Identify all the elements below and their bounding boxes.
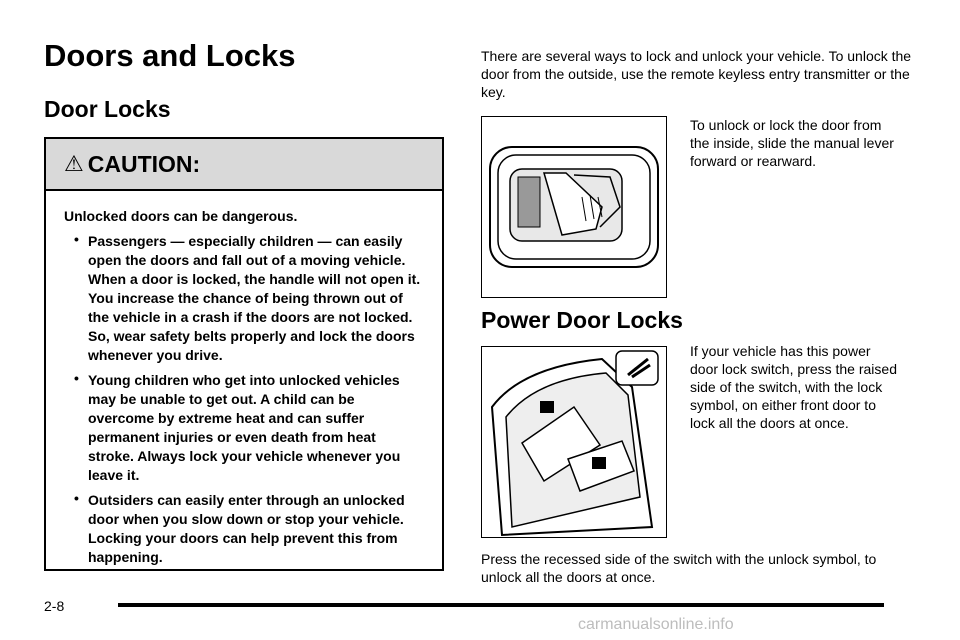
section-heading-door-locks: Door Locks: [44, 96, 171, 122]
power-lock-caption: If your vehicle has this power door lock switch, press the raised side of the switch, with the lock symbol, on either front door to lock all the doors at once.: [690, 343, 897, 431]
manual-lever-illustration: [481, 116, 667, 298]
caution-intro: Unlocked doors can be dangerous.: [64, 208, 298, 224]
power-lock-switch-illustration: [481, 346, 667, 538]
page-number: 2-8: [44, 598, 65, 614]
caution-body: [46, 191, 442, 567]
caution-box: [44, 137, 444, 571]
warning-triangle-icon: ⚠: [64, 151, 84, 176]
footer-rule: [118, 603, 884, 607]
intro-paragraph: There are several ways to lock and unlock your vehicle. To unlock the door from the outside, use the remote keyless entry transmitter or the key.: [481, 48, 912, 100]
caution-bullet: • Young children who get into unlocked vehicles may be unable to get out. A child can be overcome by extreme heat and can suffer permanent injuries or even death from heat stroke. Always lock your vehicle whenever you leave it.: [78, 371, 424, 485]
watermark: carmanualsonline.info: [578, 616, 734, 633]
unlock-paragraph: Press the recessed side of the switch with the unlock symbol, to unlock all the doors at once.: [481, 551, 877, 585]
caution-bullet: • Outsiders can easily enter through an unlocked door when you slow down or stop your vehicle. Locking your doors can help prevent this from happening.: [78, 491, 424, 567]
caution-title: CAUTION:: [87, 150, 201, 177]
power-lock-switch-drawing: [482, 347, 666, 537]
page-title: Doors and Locks: [44, 38, 296, 73]
caution-header: [46, 139, 442, 191]
caution-list: [64, 232, 424, 567]
manual-lever-drawing: [482, 117, 666, 297]
section-heading-power-door-locks: Power Door Locks: [481, 307, 683, 333]
manual-lever-caption: To unlock or lock the door from the inside, slide the manual lever forward or rearward.: [690, 117, 894, 169]
caution-bullet: • Passengers — especially children — can easily open the doors and fall out of a moving vehicle. When a door is locked, the handle will not open it. You increase the chance of being thrown out of the vehicle in a crash if the doors are not locked. So, wear safety belts properly and lock the doors whenever you drive.: [78, 232, 424, 365]
